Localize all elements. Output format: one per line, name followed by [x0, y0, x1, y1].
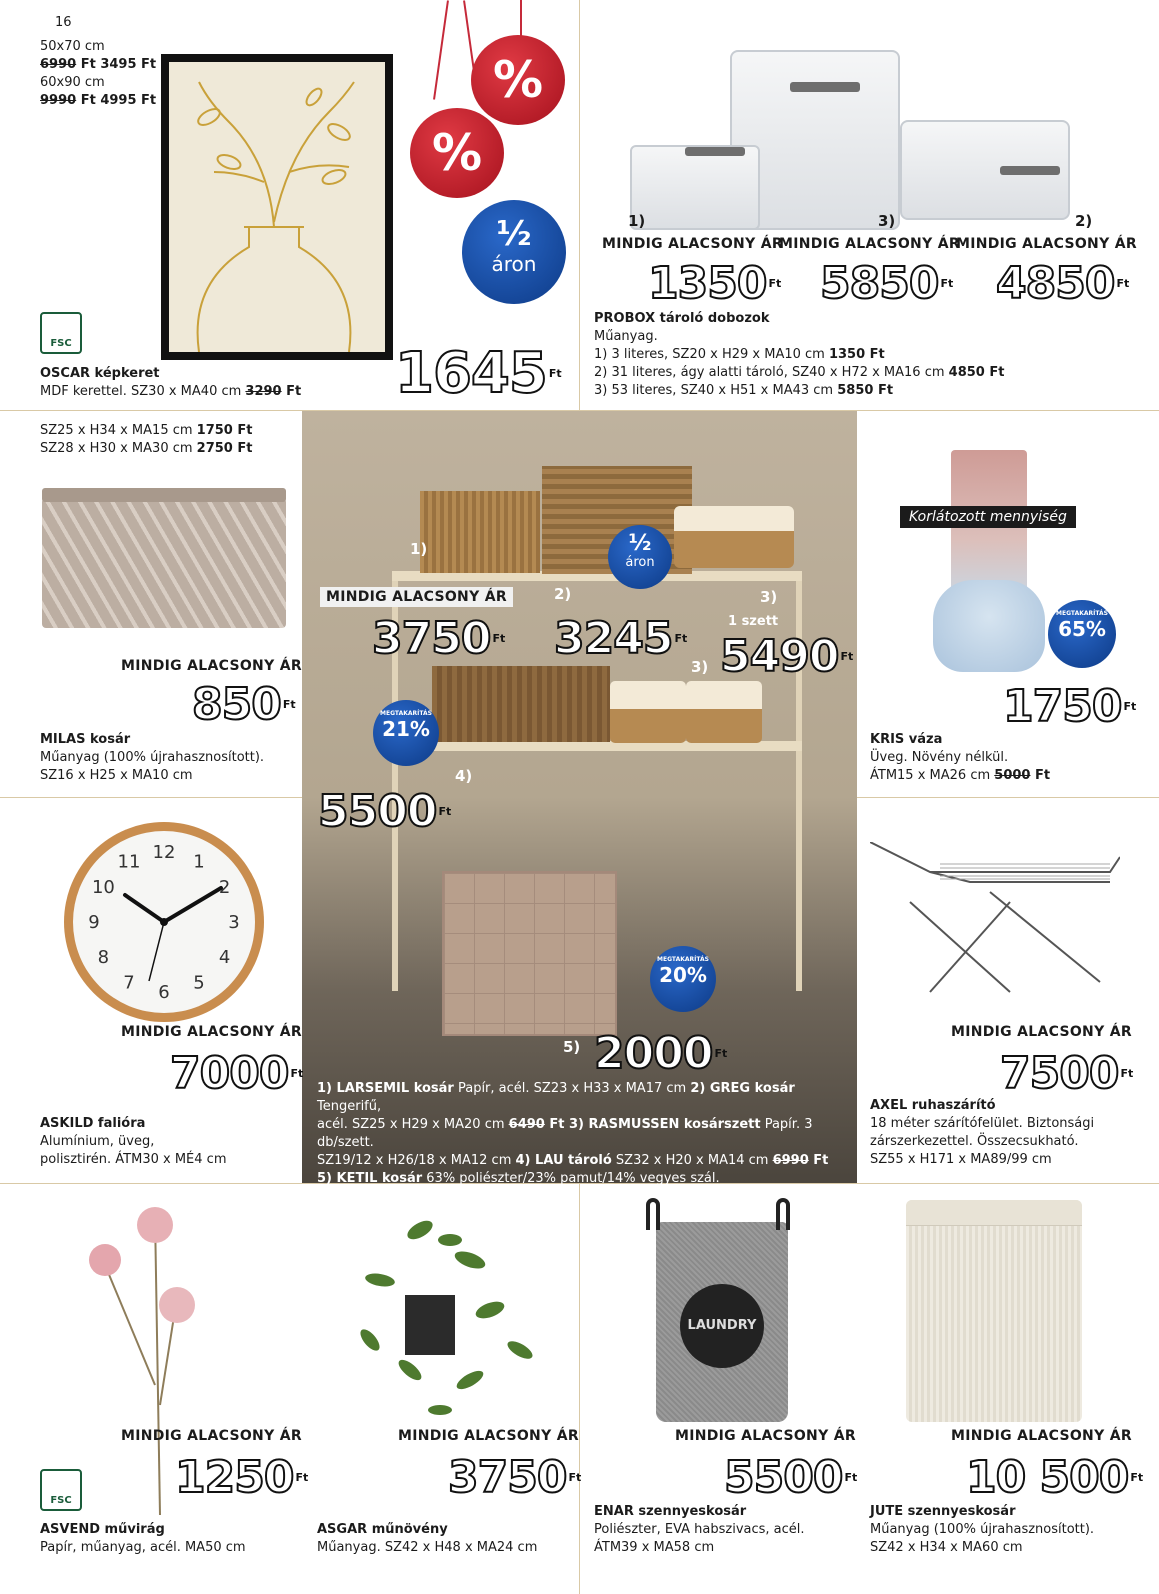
mal-label: MINDIG ALACSONY ÁR [956, 236, 1137, 252]
probox-price-3: 5850 $^{Ft}$ [820, 258, 954, 309]
mal-label: MINDIG ALACSONY ÁR [951, 1024, 1132, 1040]
center-price-2: 3245 $^{Ft}$ [554, 613, 688, 664]
divider [0, 797, 302, 798]
clock-numeral: 3 [228, 912, 240, 933]
asvend-info: ASVEND művirág Papír, műanyag, acél. MA50 cm [40, 1522, 246, 1555]
asgar-info: ASGAR műnövény Műanyag. SZ42 x H48 x MA24 cm [317, 1522, 538, 1555]
center-price-4: 5500 $^{Ft}$ [318, 786, 452, 837]
oscar-desc: MDF kerettel. SZ30 x MA40 cm [40, 384, 246, 399]
mal-label: MINDIG ALACSONY ÁR [398, 1428, 579, 1444]
oscar-price: 1645 $^{Ft}$ [395, 341, 562, 406]
oscar-old-price: 3290 [245, 384, 282, 399]
clock-numeral: 2 [218, 877, 231, 898]
center-price-1: 3750 $^{Ft}$ [372, 613, 506, 664]
enar-price: 5500 $^{Ft}$ [724, 1452, 858, 1503]
askild-price: 7000 $^{Ft}$ [170, 1048, 304, 1099]
oscar-sizes [40, 38, 156, 110]
axel-name: AXEL ruhaszárító [870, 1098, 996, 1113]
saving-badge-65: MEGTAKARÍTÁS 65% [1048, 600, 1116, 668]
jute-basket-image [906, 1200, 1082, 1422]
box-small [630, 145, 760, 230]
fsc-logo: FSC [40, 1469, 82, 1511]
asvend-name: ASVEND művirág [40, 1522, 165, 1537]
limited-quantity-badge: Korlátozott mennyiség [900, 506, 1076, 528]
half-price-top: ½ [496, 214, 532, 254]
probox-price-2: 4850 $^{Ft}$ [996, 258, 1130, 309]
probox-material: Műanyag. [594, 329, 658, 344]
mal-label: MINDIG ALACSONY ÁR [121, 658, 302, 674]
box-lid-handle [1000, 166, 1060, 175]
kris-vase-image [933, 450, 1045, 672]
asgar-price: 3750 $^{Ft}$ [448, 1452, 582, 1503]
center-label-3b: 3) [691, 658, 709, 676]
percent-tag-icon: % [410, 108, 504, 198]
clock-face-icon [73, 831, 255, 1013]
enar-basket-image [656, 1222, 788, 1422]
divider [579, 1183, 580, 1594]
box-lau [432, 666, 610, 742]
divider [579, 0, 580, 410]
half-price-bottom: áron [491, 252, 537, 276]
askild-name: ASKILD falióra [40, 1116, 146, 1131]
basket-handle [776, 1198, 790, 1230]
center-label-2: 2) [554, 585, 572, 603]
probox-label-1: 1) [628, 212, 646, 230]
jute-name: JUTE szennyeskosár [870, 1504, 1016, 1519]
center-set-label: 1 szett [728, 614, 779, 629]
center-label-1: 1) [410, 540, 428, 558]
fsc-logo: FSC [40, 312, 82, 354]
oscar-old1: 6990 [40, 57, 77, 72]
tag-string [433, 0, 449, 99]
mal-label: MINDIG ALACSONY ÁR [121, 1024, 302, 1040]
enar-info: ENAR szennyeskosár Poliészter, EVA habszivacs, acél. ÁTM39 x MA58 cm [594, 1504, 805, 1555]
center-price-3: 5490 $^{Ft}$ [720, 631, 854, 682]
kris-name: KRIS váza [870, 732, 943, 747]
center-description: 1) LARSEMIL kosár Papír, acél. SZ23 x H33 x MA17 cm 2) GREG kosár Tengerifű, acél. SZ25 x H29 x MA20 cm 6490 Ft 3) RASMUSSEN kosárszett Papír. 3 db/szett. SZ19/12 x H26/18 x MA12 cm 4) LAU tároló SZ32 x H20 x MA14 cm 6990 Ft 5) KETIL kosár 63% poliészter/23% pamut/14% vegyes szál. SZ27 x H27 x MA26 cm 2500 Ft [317, 1081, 829, 1204]
milas-price: 850 $^{Ft}$ [192, 679, 296, 730]
center-price-5: 2000 $^{Ft}$ [594, 1028, 728, 1079]
page-number: 16 [55, 15, 72, 30]
percent-tag-icon: % [471, 35, 565, 125]
jute-price: 10 500 $^{Ft}$ [966, 1452, 1144, 1503]
basket-small [610, 681, 686, 743]
probox-image [630, 40, 1110, 235]
clock-numeral: 8 [97, 947, 110, 968]
tag-string [520, 0, 522, 40]
axel-info: AXEL ruhaszárító 18 méter szárítófelület. Biztonsági zárszerkezettel. Összecsukható. SZ55 x H171 x MA89/99 cm [870, 1098, 1095, 1167]
vase-drawing-icon [169, 62, 385, 352]
oscar-old2: 9990 [40, 93, 77, 108]
axel-price: 7500 $^{Ft}$ [1000, 1048, 1134, 1099]
jute-info: JUTE szennyeskosár Műanyag (100% újrahasznosított). SZ42 x H34 x MA60 cm [870, 1504, 1095, 1555]
oscar-size2: 60x90 cm [40, 75, 105, 90]
probox-info: PROBOX tároló dobozok Műanyag. 1) 3 literes, SZ20 x H29 x MA10 cm 1350 Ft 2) 31 literes, ágy alatti tároló, SZ40 x H72 x MA16 cm 4850 Ft 3) 53 literes, SZ40 x H51 x MA43 cm 5850 Ft [594, 311, 1005, 398]
oscar-new2: Ft 4995 Ft [80, 93, 157, 108]
oscar-info: OSCAR képkeret MDF kerettel. SZ30 x MA40 cm 3290 Ft [40, 366, 302, 399]
box-lid-handle [685, 147, 745, 156]
oscar-size1: 50x70 cm [40, 39, 105, 54]
clock-numeral: 9 [88, 912, 100, 933]
asvend-price: 1250 $^{Ft}$ [175, 1452, 309, 1503]
clock-numeral: 4 [218, 947, 231, 968]
saving-badge-21: MEGTAKARÍTÁS 21% [373, 700, 439, 766]
oscar-frame-image [161, 54, 393, 360]
half-price-badge: ½ áron [608, 525, 672, 589]
clock-numeral: 6 [158, 982, 170, 1003]
milas-info: MILAS kosár Műanyag (100% újrahasznosított). SZ16 x H25 x MA10 cm [40, 732, 265, 783]
mal-label: MINDIG ALACSONY ÁR [602, 236, 783, 252]
mal-label: MINDIG ALACSONY ÁR [951, 1428, 1132, 1444]
clock-numeral: 11 [117, 851, 141, 873]
probox-label-2: 2) [1075, 212, 1093, 230]
probox-label-3: 3) [878, 212, 896, 230]
clock-numeral: 7 [123, 972, 135, 994]
asgar-plant-image [350, 1200, 550, 1430]
probox-price-1: 1350 $^{Ft}$ [648, 258, 782, 309]
oscar-new1: Ft 3495 Ft [80, 57, 157, 72]
enar-name: ENAR szennyeskosár [594, 1504, 747, 1519]
basket-rasmussen [674, 506, 794, 568]
milas-name: MILAS kosár [40, 732, 131, 747]
basket-larsemil [420, 491, 540, 573]
laundry-label: LAUNDRY [680, 1284, 764, 1368]
box-lid-handle [790, 82, 860, 92]
kris-price: 1750 $^{Ft}$ [1003, 681, 1137, 732]
divider [857, 797, 1159, 798]
kris-info: KRIS váza Üveg. Növény nélkül. ÁTM15 x MA26 cm 5000 Ft [870, 732, 1051, 783]
milas-crate-image [42, 488, 286, 638]
probox-name: PROBOX tároló dobozok [594, 311, 770, 326]
mal-label: MINDIG ALACSONY ÁR [675, 1428, 856, 1444]
half-price-badge [462, 200, 566, 304]
mal-label: MINDIG ALACSONY ÁR [779, 236, 960, 252]
mal-label: MINDIG ALACSONY ÁR [320, 587, 513, 607]
basket-small [686, 681, 762, 743]
mal-label: MINDIG ALACSONY ÁR [121, 1428, 302, 1444]
clock-numeral: 5 [193, 972, 205, 994]
clock-numeral: 1 [193, 851, 205, 873]
clock-numeral: 12 [152, 842, 176, 863]
basket-handle [646, 1198, 660, 1230]
clock-numeral: 10 [91, 877, 115, 898]
center-label-5: 5) [563, 1038, 581, 1056]
askild-info: ASKILD falióra Alumínium, üveg, polisztirén. ÁTM30 x MÉ4 cm [40, 1116, 227, 1167]
milas-sizes: SZ25 x H34 x MA15 cm 1750 Ft SZ28 x H30 x MA30 cm 2750 Ft [40, 423, 253, 456]
oscar-name: OSCAR képkeret [40, 366, 160, 381]
center-label-3: 3) [760, 588, 778, 606]
basket-ketil [442, 871, 617, 1036]
askild-clock-image [64, 822, 264, 1022]
center-label-4: 4) [455, 767, 473, 785]
saving-badge-20: MEGTAKARÍTÁS 20% [650, 946, 716, 1012]
asgar-name: ASGAR műnövény [317, 1522, 448, 1537]
axel-dryer-image [870, 842, 1120, 1002]
